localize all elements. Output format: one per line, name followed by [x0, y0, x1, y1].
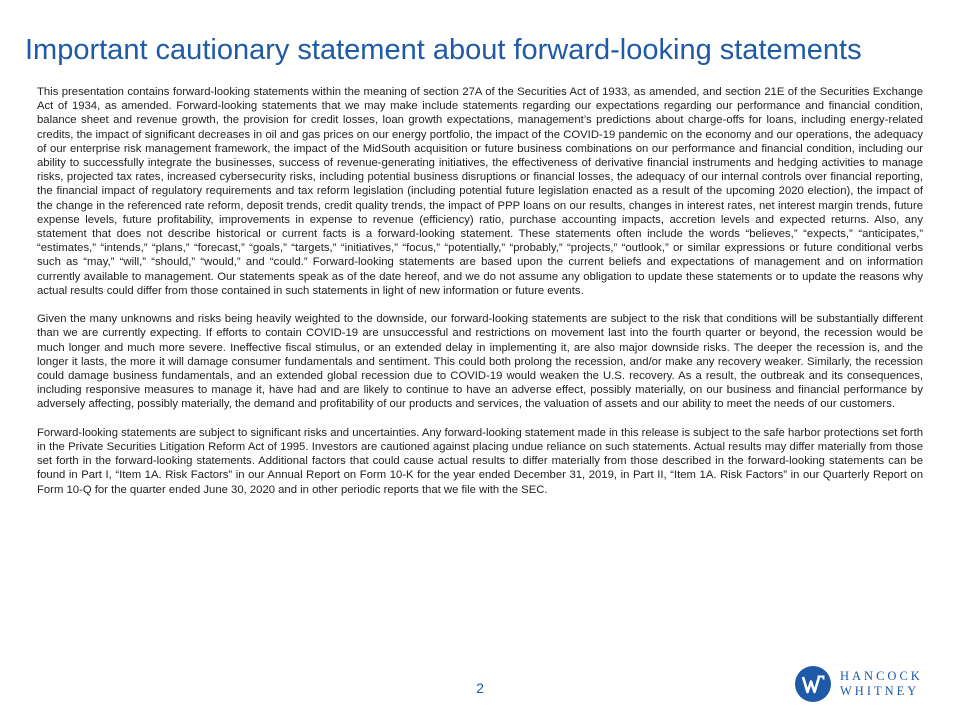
logo-text-hancock: HANCOCK: [840, 669, 923, 683]
paragraph-safe-harbor: Forward-looking statements are subject to significant risks and uncertainties. Any forward-looking statement made in this release is subject to the safe harbor protections set forth in the Private Securities Litigation Reform Act of 1995. Investors are cautioned against placing undue reliance on such statements. Actual results may differ materially from those set forth in the forward-looking statements. Additional factors that could cause actual results to differ materially from those described in the forward-looking statements can be found in Part I, “Item 1A. Risk Factors” in our Annual Report on Form 10-K for the year ended December 31, 2019, in Part II, “Item 1A. Risk Factors” in our Quarterly Report on Form 10-Q for the quarter ended June 30, 2020 and in other periodic reports that we file with the SEC.: [37, 426, 923, 496]
hancock-whitney-logo-icon: [795, 666, 831, 702]
company-logo: [795, 666, 923, 702]
logo-text-whitney: WHITNEY: [840, 684, 920, 698]
disclaimer-body: [37, 85, 923, 497]
paragraph-forward-looking: This presentation contains forward-looking statements within the meaning of section 27A of the Securities Act of 1933, as amended, and section 21E of the Securities Exchange Act of 1934, as amended. Forward-looking statements that we may make include statements regarding our expectations regarding our performance and financial condition, balance sheet and revenue growth, the provision for credit losses, loan growth expectations, management’s predictions about charge-offs for loans, including energy-related credits, the impact of significant decreases in oil and gas prices on our energy portfolio, the impact of the COVID-19 pandemic on the economy and our operations, the adequacy of our enterprise risk management framework, the impact of the MidSouth acquisition or future business combinations on our performance and financial condition, including our ability to successfully integrate the businesses, success of revenue-generating initiatives, the effectiveness of derivative financial instruments and hedging activities to manage risks, projected tax rates, increased cybersecurity risks, including potential business disruptions or financial losses, the adequacy of our internal controls over financial reporting, the financial impact of regulatory requirements and tax reform legislation (including potential future legislation enacted as a result of the upcoming 2020 election), the impact of the change in the referenced rate reform, deposit trends, credit quality trends, the impact of PPP loans on our results, changes in interest rates, net interest margin trends, future expense levels, future profitability, improvements in expense to revenue (efficiency) ratio, purchase accounting impacts, accretion levels and expected returns. Also, any statement that does not describe historical or current facts is a forward-looking statement. These statements often include the words “believes,” “expects,” “anticipates,” “estimates,” “intends,” “plans,” “forecast,” “goals,” “targets,” “initiatives,” “focus,” “potentially,” “probably,” “projects,” “outlook,” or similar expressions or future conditional verbs such as “may,” “will,” “should,” “would,” and “could.” Forward-looking statements are based upon the current beliefs and expectations of management and on information currently available to management. Our statements speak as of the date hereof, and we do not assume any obligation to update these statements or to update the reasons why actual results could differ from those contained in such statements in light of new information or future events.: [37, 86, 923, 297]
page-number: 2: [476, 680, 484, 696]
paragraph-covid-risks: Given the many unknowns and risks being heavily weighted to the downside, our forward-looking statements are subject to the risk that conditions will be substantially different than we are currently expecting. If efforts to contain COVID-19 are unsuccessful and restrictions on movement last into the fourth quarter or beyond, the recession would be much longer and much more severe. Ineffective fiscal stimulus, or an extended delay in implementing it, are also major downside risks. The deeper the recession is, and the longer it lasts, the more it will damage consumer fundamentals and sentiment. This could both prolong the recession, and/or make any recovery weaker. Similarly, the recession could damage business fundamentals, and an extended global recession due to COVID-19 would weaken the U.S. recovery. As a result, the outbreak and its consequences, including responsive measures to manage it, have had and are likely to continue to have an adverse effect, possibly materially, on our business and financial performance by adversely affecting, possibly materially, the demand and profitability of our products and services, the valuation of assets and our ability to meet the needs of our customers.: [37, 313, 923, 411]
logo-wordmark: [840, 669, 923, 699]
page-title: Important cautionary statement about forward-looking statements: [25, 34, 862, 66]
